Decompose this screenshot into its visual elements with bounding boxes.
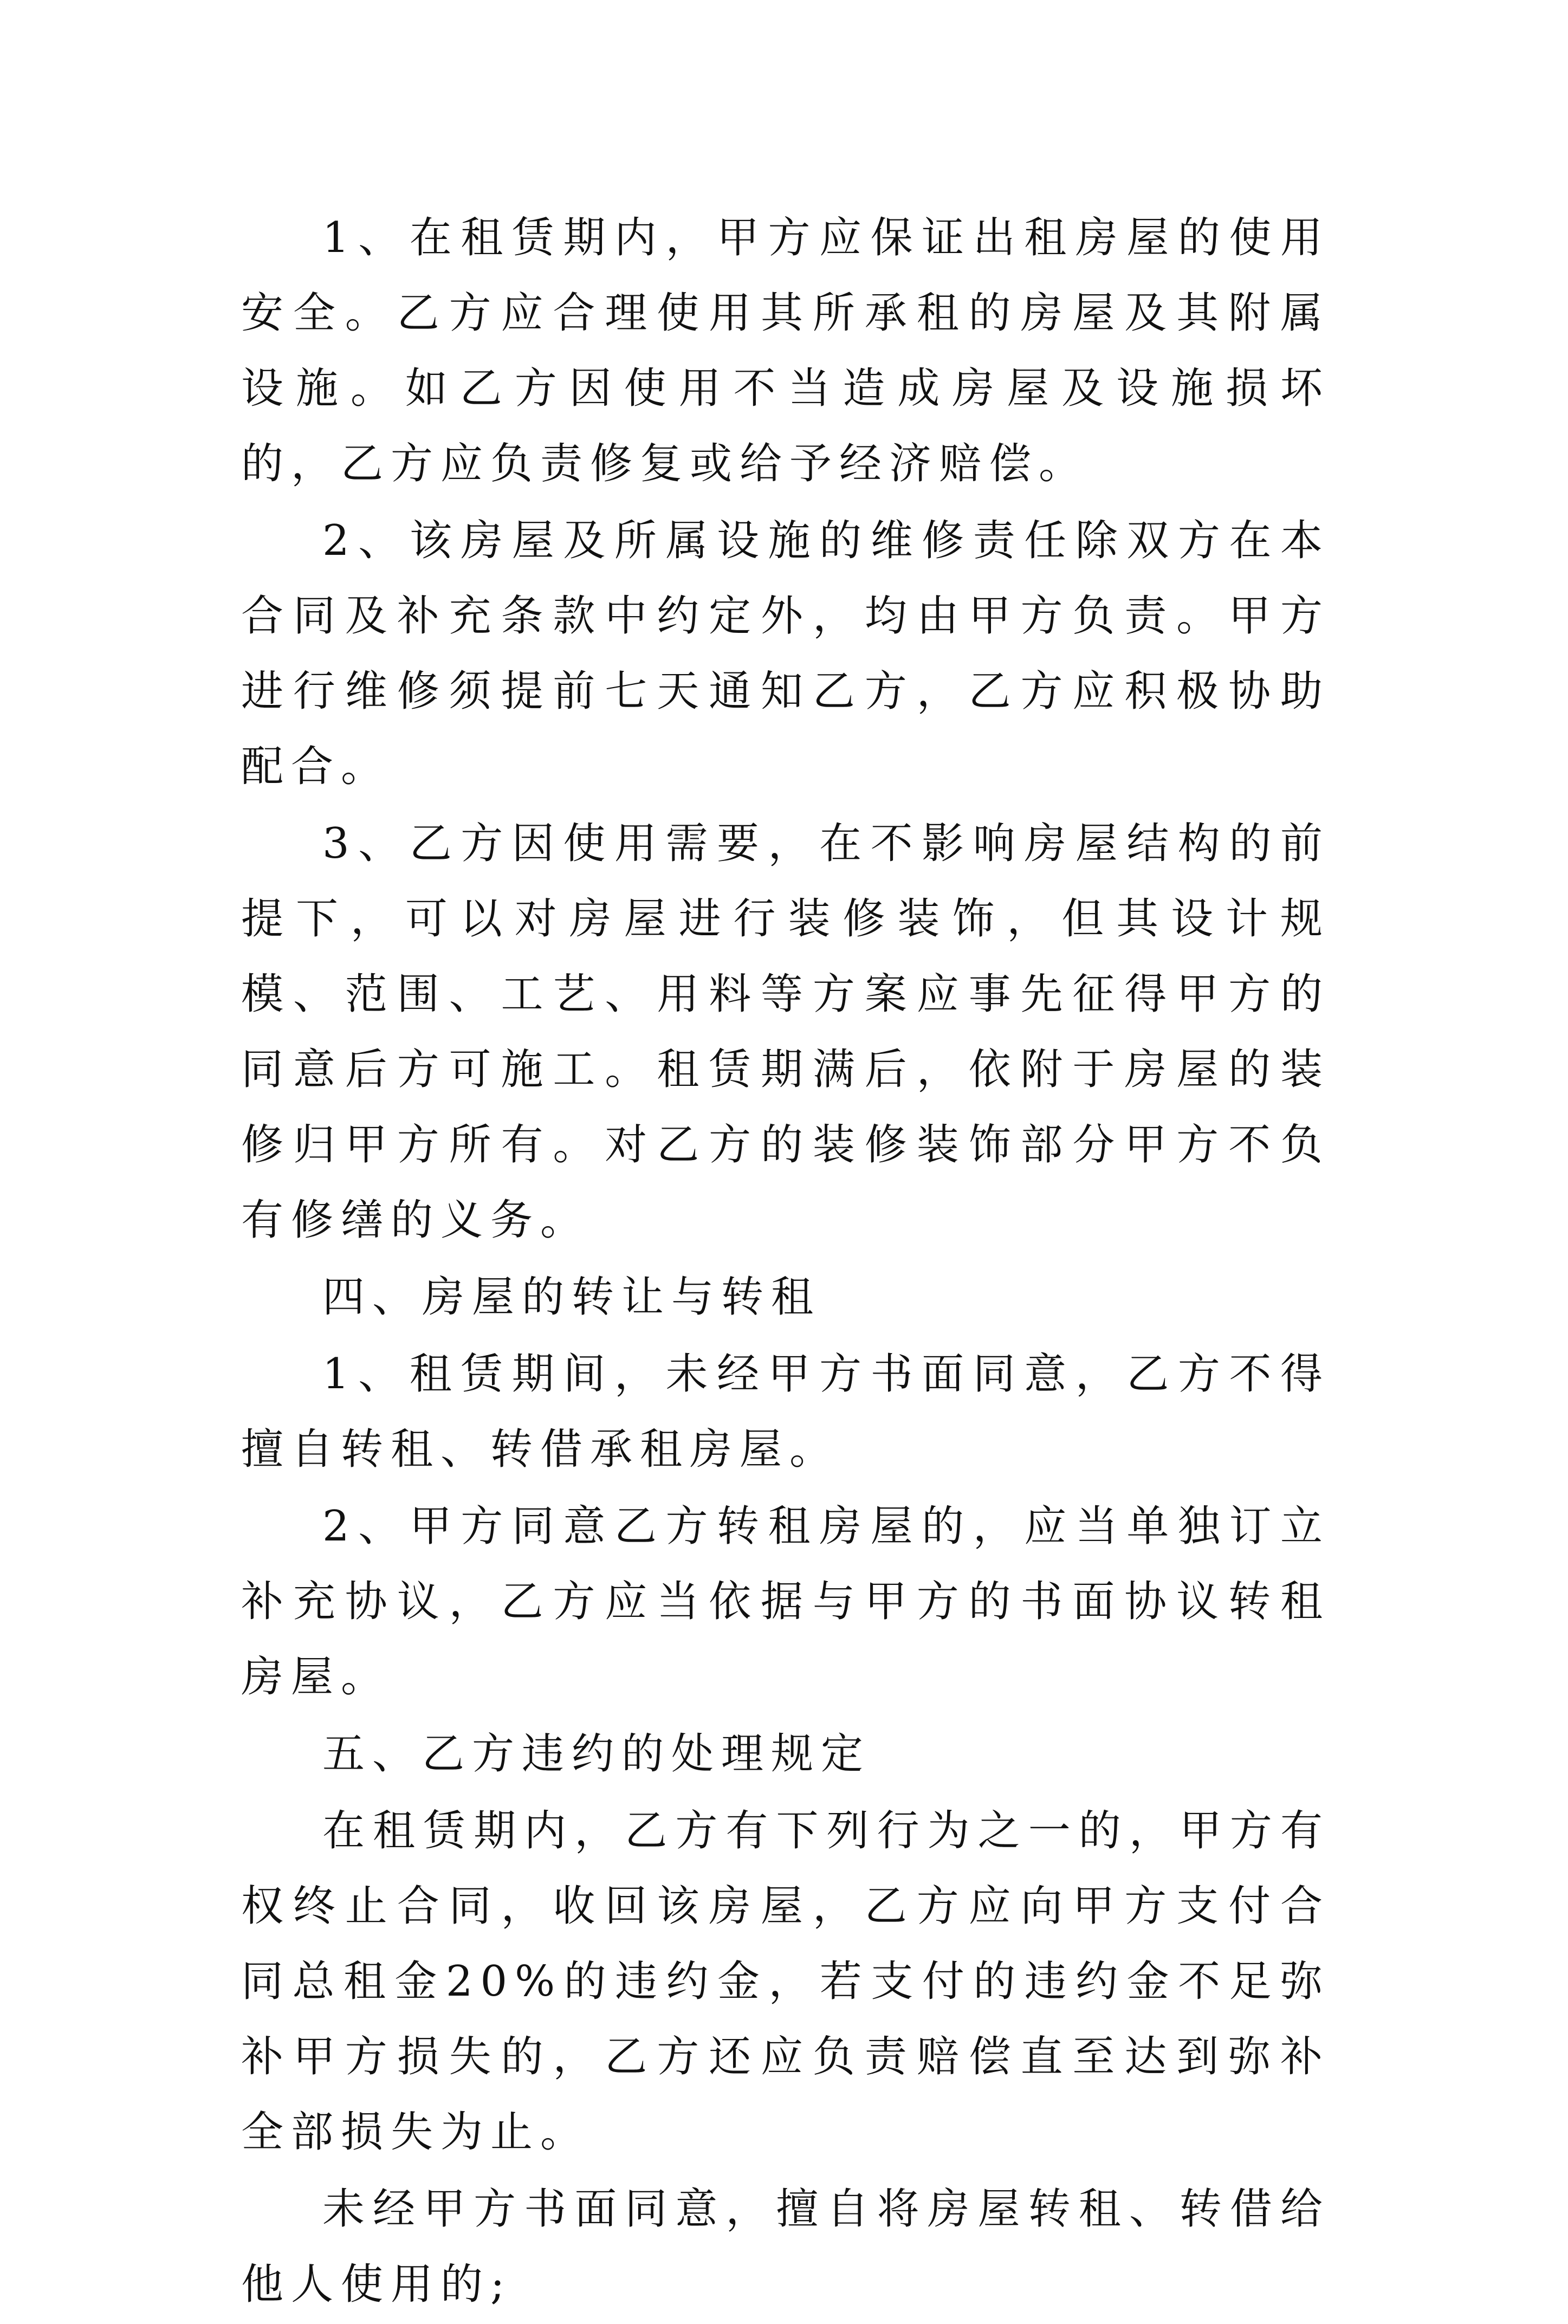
- clause-3-2: 2、该房屋及所属设施的维修责任除双方在本合同及补充条款中约定外，均由甲方负责。甲方进行维修须提前七天通知乙方，乙方应积极协助配合。: [241, 516, 1330, 791]
- clause-4-1: 1、租赁期间，未经甲方书面同意，乙方不得擅自转租、转借承租房屋。: [241, 1350, 1330, 1474]
- clause-5-intro: 在租赁期内，乙方有下列行为之一的，甲方有权终止合同，收回该房屋，乙方应向甲方支付合同总租金20%的违约金，若支付的违约金不足弥补甲方损失的，乙方还应负责赔偿直至达到弥补全部损失为止。: [241, 1807, 1330, 2157]
- clause-3-3: 3、乙方因使用需要，在不影响房屋结构的前提下，可以对房屋进行装修装饰，但其设计规模、范围、工艺、用料等方案应事先征得甲方的同意后方可施工。租赁期满后，依附于房屋的装修归甲方所有。对乙方的装修装饰部分甲方不负有修缮的义务。: [241, 819, 1330, 1245]
- clause-4-2: 2、甲方同意乙方转租房屋的，应当单独订立补充协议，乙方应当依据与甲方的书面协议转租房屋。: [241, 1502, 1330, 1701]
- clause-3-1: 1、在租赁期内，甲方应保证出租房屋的使用安全。乙方应合理使用其所承租的房屋及其附属设施。如乙方因使用不当造成房屋及设施损坏的，乙方应负责修复或给予经济赔偿。: [241, 213, 1330, 488]
- section-heading-5: 五、乙方违约的处理规定: [322, 1730, 871, 1778]
- document-body: [241, 200, 1330, 2324]
- section-heading-4: 四、房屋的转让与转租: [322, 1273, 821, 1322]
- clause-5-item-1: 未经甲方书面同意，擅自将房屋转租、转借给他人使用的;: [241, 2185, 1330, 2309]
